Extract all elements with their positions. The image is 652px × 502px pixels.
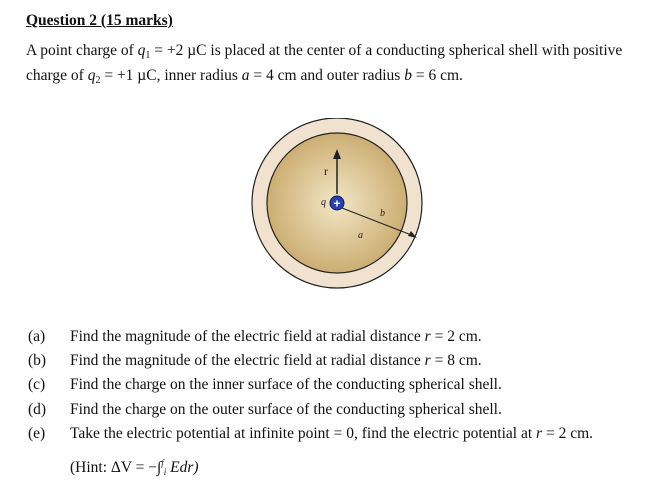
part-text-pre: Find the charge on the inner surface of the conducting spherical shell. (70, 376, 502, 394)
label-q: q (321, 197, 326, 208)
part-variable: r (424, 328, 431, 345)
a-value: = 4 cm and outer radius (249, 67, 405, 84)
charge-sign: + (333, 196, 341, 211)
part-label: (a) (28, 328, 46, 345)
q1-symbol: q (137, 42, 146, 59)
part-variable: r (424, 352, 431, 370)
hint-body: Edr) (166, 459, 199, 477)
part-label: (d) (28, 400, 47, 418)
hint-upper-limit: f (161, 458, 164, 468)
list-item (28, 352, 648, 376)
q2-subscript: 2 (95, 75, 101, 86)
hint-lower-limit: i (163, 467, 167, 478)
part-text (70, 376, 502, 394)
part-label: (e) (28, 424, 46, 442)
hint-formula (70, 458, 199, 477)
list-item (28, 328, 648, 352)
b-symbol: b (404, 67, 412, 84)
problem-line-2 (26, 63, 646, 88)
hint-prefix: (Hint: ΔV = −∫ (70, 459, 162, 477)
part-label: (c) (28, 376, 46, 394)
part-variable: r (536, 424, 543, 442)
question-parts-list (28, 328, 648, 449)
list-item (28, 376, 648, 400)
q2-value: = +1 µC, inner radius (100, 67, 242, 84)
problem-line-1 (26, 38, 646, 63)
q1-value: = +2 µC is placed at the center of a conducting spherical shell with positive (150, 42, 623, 59)
part-text (70, 401, 502, 419)
part-text (70, 328, 482, 346)
label-r: r (324, 164, 328, 178)
q1-subscript: 1 (145, 50, 151, 61)
q2-symbol: q (87, 67, 96, 84)
list-item (28, 425, 648, 449)
a-symbol: a (241, 67, 250, 84)
part-text (70, 425, 593, 443)
part-text-post: = 8 cm. (430, 352, 482, 370)
part-text-pre: Find the magnitude of the electric field at radial distance (70, 328, 425, 345)
list-item (28, 401, 648, 425)
question-title: Question 2 (15 marks) (26, 12, 173, 29)
text-segment: A point charge of (26, 42, 138, 59)
part-text-post: = 2 cm. (542, 424, 594, 442)
part-text-pre: Find the magnitude of the electric field at radial distance (70, 352, 425, 370)
text-segment: charge of (26, 67, 88, 84)
b-value: = 6 cm. (411, 67, 463, 84)
part-text-pre: Find the charge on the outer surface of the conducting spherical shell. (70, 400, 502, 418)
part-label: (b) (28, 352, 47, 370)
spherical-shell-figure (250, 118, 426, 294)
problem-statement (26, 38, 646, 88)
part-text-post: = 2 cm. (430, 328, 482, 345)
part-text-pre: Take the electric potential at infinite point = 0, find the electric potential at (70, 424, 537, 442)
label-b: b (380, 208, 385, 219)
part-text (70, 352, 482, 370)
label-a: a (358, 230, 363, 241)
